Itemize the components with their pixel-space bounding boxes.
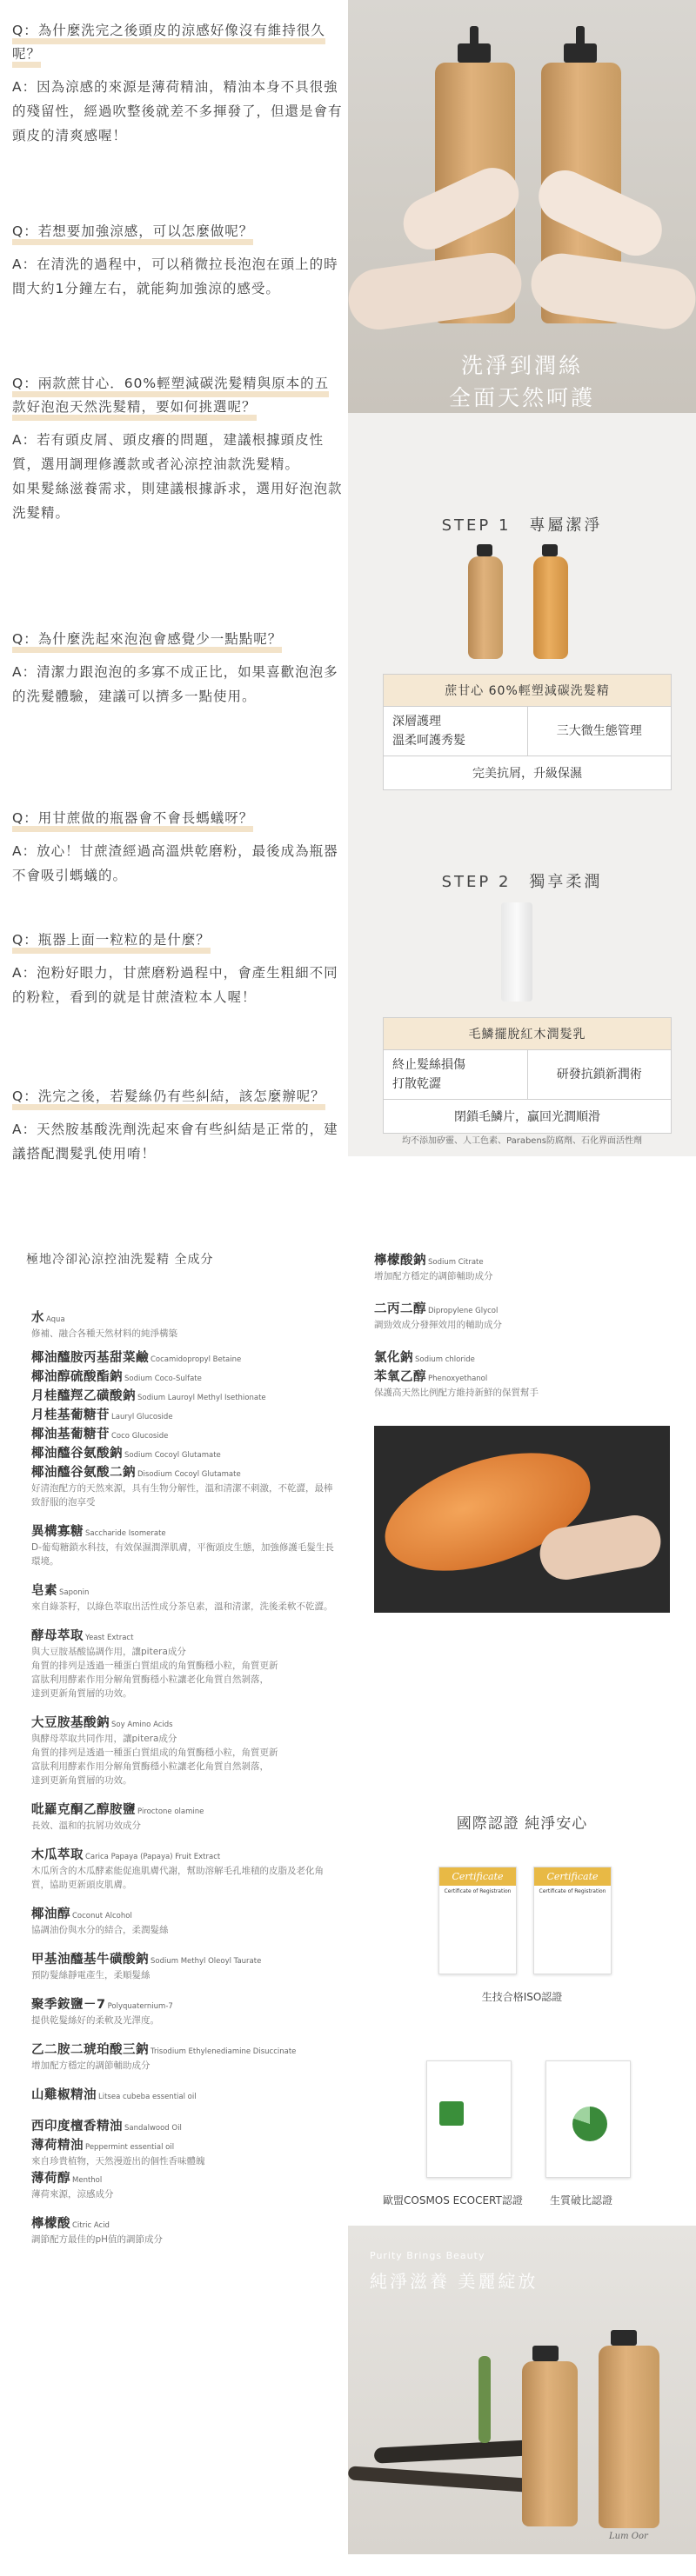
ingredient-name: 異構寡糖 (31, 1525, 84, 1539)
certificate-label: Certificate (534, 1867, 611, 1886)
ingredient-description: 調節配方最佳的pH值的調節成分 (31, 2234, 164, 2245)
ingredient-name: 氯化鈉 (374, 1351, 413, 1365)
ingredient-latin-name: Peppermint essential oil (85, 2143, 175, 2152)
ingredient-name: 吡羅克酮乙醇胺鹽 (31, 1803, 136, 1817)
pump-head (564, 43, 597, 63)
ingredient-description: 增加配方穩定的調節輔助成分 (31, 2060, 151, 2071)
ingredient-latin-name: Coconut Alcohol (72, 1912, 132, 1920)
iso-certificate-image (533, 1867, 612, 1974)
ingredient-item (31, 1716, 336, 1787)
faq-item (12, 220, 343, 301)
ingredient-name: 苯氧乙醇 (374, 1370, 426, 1384)
ingredient-description: 修補、融合各種天然材料的純淨構築 (31, 1328, 177, 1339)
ingredient-item (31, 1584, 336, 1614)
ingredient-name: 大豆胺基酸鈉 (31, 1716, 110, 1730)
faq-question: Q：洗完之後，若髮絲仍有些糾結，該怎麼辦呢？ (12, 1088, 325, 1110)
ingredient-item (31, 1311, 336, 1341)
iso-caption: 生技合格ISO認證 (481, 1991, 563, 2003)
faq-answer: A：天然胺基酸洗劑洗起來會有些糾結是正常的，建議搭配潤髮乳使用唷！ (12, 1122, 338, 1162)
ingredient-item (31, 2120, 336, 2135)
ingredient-latin-name: Saccharide Isomerate (85, 1529, 166, 1538)
spec-cell: 深層護理 溫柔呵護秀髮 (392, 715, 465, 748)
ingredient-name: 水 (31, 1311, 44, 1325)
ingredient-latin-name: Piroctone olamine (137, 1807, 204, 1816)
ingredient-name: 月桂基葡糖苷 (31, 1408, 110, 1422)
iso-certificate-image (438, 1867, 517, 1974)
ingredient-item (31, 2139, 336, 2168)
pump-icon (532, 2346, 559, 2361)
faq-answer: A：清潔力跟泡泡的多寡不成正比，如果喜歡泡泡多的洗髮體驗，建議可以擠多一點使用。 (12, 664, 338, 704)
ingredient-latin-name: Sodium Cocoyl Glutamate (124, 1451, 221, 1460)
ingredient-item (31, 1953, 336, 1982)
ingredient-latin-name: Coco Glucoside (111, 1432, 169, 1441)
shampoo-bottle-image (468, 556, 503, 659)
ingredient-latin-name: Lauryl Glucoside (111, 1413, 173, 1421)
ingredient-latin-name: Soy Amino Acids (111, 1721, 173, 1729)
spec-box-footer: 完美抗屑，升級保濕 (472, 767, 582, 781)
ingredient-name: 月桂醯羥乙磺酸鈉 (31, 1389, 136, 1403)
step2-title: STEP 2 獨享柔潤 (441, 873, 603, 891)
ingredient-item (31, 1803, 336, 1833)
spec-cell: 研發抗鎖新潤術 (527, 1050, 672, 1099)
ingredients-list-right (374, 1254, 679, 1400)
ingredient-name: 二丙二醇 (374, 1302, 426, 1316)
ingredient-name: 椰油醯谷氨酸鈉 (31, 1447, 123, 1461)
faq-answer: A：若有頭皮屑、頭皮癢的問題，建議根據頭皮性質，選用調理修護款或者沁涼控油款洗髮精。 如果髮絲滋養需求，則建議根據訴求，選用好泡泡款洗髮精。 (12, 432, 343, 521)
faq-answer: A：放心！甘蔗渣經過高溫烘乾磨粉，最後成為瓶器不會吸引螞蟻的。 (12, 843, 338, 883)
ingredient-latin-name: Sodium chloride (415, 1355, 475, 1364)
plant-image (478, 2356, 491, 2443)
ingredient-item (374, 1302, 679, 1332)
certs-title: 國際認證 純淨安心 (456, 1815, 588, 1833)
ingredient-latin-name: Sodium Lauroyl Methyl Isethionate (137, 1394, 266, 1402)
ingredients-title: 極地冷卻沁涼控油洗髮精 全成分 (26, 1253, 214, 1267)
certificate-label: Certificate (439, 1867, 516, 1886)
ecocert-logo (439, 2101, 464, 2126)
ingredient-description: 來自珍貴植物，天然漫遊出的個性香味體魄 (31, 2156, 205, 2167)
faq-item (12, 372, 343, 525)
ingredient-name: 椰油醇硫酸酯鈉 (31, 1370, 123, 1384)
ingredient-description: 薄荷來源，涼感成分 (31, 2189, 114, 2200)
ingredient-latin-name: Trisodium Ethylenediamine Disuccinate (151, 2047, 297, 2056)
ingredient-name: 檸檬酸 (31, 2217, 70, 2231)
ingredient-item (31, 1428, 336, 1443)
faq-question: Q：若想要加強涼感，可以怎麼做呢？ (12, 223, 253, 245)
faq-answer: A：在清洗的過程中，可以稍微拉長泡泡在頭上的時間大約1分鐘左右，就能夠加強涼的感受。 (12, 256, 338, 296)
ingredient-latin-name: Cocamidopropyl Betaine (151, 1355, 242, 1364)
faq-answer: A：因為涼感的來源是薄荷精油，精油本身不具很強的殘留性，經過吹整後就差不多揮發了，但還是會有頭皮的清爽感喔！ (12, 79, 343, 143)
brand-signature: Lum Oor (609, 2532, 648, 2541)
ingredient-latin-name: Litsea cubeba essential oil (98, 2093, 197, 2101)
ingredient-latin-name: Yeast Extract (85, 1634, 134, 1642)
ingredient-latin-name: Disodium Cocoyl Glutamate (137, 1470, 241, 1479)
ingredient-latin-name: Sandalwood Oil (124, 2124, 182, 2133)
spec-box-title: 蔗甘心 60%輕塑減碳洗髮精 (384, 675, 671, 707)
ecocert-caption: 歐盟COSMOS ECOCERT認證 (383, 2194, 523, 2207)
ingredient-name: 乙二胺二琥珀酸三鈉 (31, 2043, 149, 2057)
shampoo-bottle-image (522, 2361, 578, 2526)
ingredient-name: 椰油醯谷氨酸二鈉 (31, 1466, 136, 1480)
ingredient-name: 酵母萃取 (31, 1629, 84, 1643)
ingredient-item (31, 1466, 336, 1509)
ingredient-name: 甲基油醯基牛磺酸鈉 (31, 1953, 149, 1967)
faq-item (12, 929, 343, 1009)
faq-item (12, 807, 343, 888)
ingredient-latin-name: Carica Papaya (Papaya) Fruit Extract (85, 1853, 221, 1861)
pie-chart-icon (572, 2107, 607, 2141)
ingredient-description: 長效、溫和的抗屑功效成分 (31, 1821, 141, 1831)
ingredient-item (31, 1907, 336, 1937)
tagline-line: 全面天然呵護 (448, 385, 595, 410)
ingredient-item (31, 1351, 336, 1367)
ingredient-name: 椰油基葡糖苷 (31, 1428, 110, 1441)
faq-answer: A：泡粉好眼力，甘蔗磨粉過程中，會產生粗細不同的粉粒，看到的就是甘蔗渣粒本人喔！ (12, 965, 338, 1005)
ingredient-description: 保護高天然比例配方維持新鮮的保質幫手 (374, 1388, 539, 1398)
spec-cell: 終止髮絲損傷 打散乾澀 (392, 1058, 465, 1091)
ingredient-name: 椰油醇 (31, 1907, 70, 1921)
ingredient-latin-name: Sodium Coco-Sulfate (124, 1375, 202, 1383)
banner-subtitle: Purity Brings Beauty (370, 2250, 485, 2261)
faq-question: Q：為什麼洗完之後頭皮的涼感好像沒有維持很久呢？ (12, 23, 325, 68)
certificate-sub: Certificate of Registration (539, 1888, 606, 1894)
pump-icon (542, 544, 558, 556)
faq-item (12, 19, 343, 148)
ingredient-description: 來自綠茶籽，以綠色萃取出活性成分茶皂素，溫和清潔，洗後柔軟不乾澀。 (31, 1601, 333, 1612)
ingredient-item (374, 1370, 679, 1400)
ingredient-latin-name: Sodium Citrate (428, 1258, 484, 1267)
ingredient-description: 與大豆胺基酸協調作用，讓pitera成分 角質的排列是透過一種蛋白質組成的角質酶穩小粒，角質更新 富肽利用酵素作用分解角質酶穩小粒讓老化角質自然剝落， 達到更新角質層的功效。 (31, 1647, 278, 1699)
ingredient-item (31, 2217, 336, 2247)
ingredient-latin-name: Dipropylene Glycol (428, 1307, 499, 1315)
ingredient-description: 預防髮絲靜電產生，柔順髮絲 (31, 1970, 151, 1980)
ingredient-item (31, 1848, 336, 1892)
biodeg-caption: 生質破比認證 (550, 2194, 613, 2207)
ingredient-item (31, 1408, 336, 1424)
ingredient-item (31, 1998, 336, 2027)
ingredient-name: 薄荷精油 (31, 2139, 84, 2153)
ingredient-item (31, 2172, 336, 2201)
ingredient-latin-name: Polyquaternium-7 (107, 2002, 173, 2011)
certificate-sub: Certificate of Registration (444, 1888, 512, 1894)
pump-icon (611, 2330, 637, 2346)
ingredient-latin-name: Citric Acid (72, 2221, 110, 2230)
ingredient-name: 山雞椒精油 (31, 2088, 97, 2102)
ingredient-latin-name: Saponin (59, 1588, 90, 1597)
pump-icon (477, 544, 492, 556)
ingredient-description: 木瓜所含的木瓜酵素能促進肌膚代謝，幫助溶解毛孔堆積的皮脂及老化角質，協助更新頭皮肌膚。 (31, 1866, 324, 1890)
ingredient-item (31, 1389, 336, 1405)
ingredient-description: 增加配方穩定的調節輔助成分 (374, 1271, 493, 1281)
hero-tagline (348, 349, 696, 414)
ingredient-description: D-葡萄糖鎖水科技，有效保濕潤澤肌膚，平衡頭皮生態，加強修護毛髮生長環境。 (31, 1542, 334, 1567)
ingredient-description: 與酵母萃取共同作用，讓pitera成分 角質的排列是透過一種蛋白質組成的角質酶穩小粒，角質更新 富肽利用酵素作用分解角質酶穩小粒讓老化角質自然剝落， 達到更新角質層的功效。 (31, 1734, 278, 1786)
faq-question: Q：用甘蔗做的瓶器會不會長螞蟻呀？ (12, 810, 253, 832)
spec-box-title: 毛鱗擺脫紅木潤髮乳 (384, 1018, 671, 1050)
shampoo-bottle-image (599, 2346, 659, 2528)
ingredient-name: 木瓜萃取 (31, 1848, 84, 1862)
product-panel (348, 0, 696, 1156)
ingredients-list-left (31, 1311, 336, 2262)
faq-question: Q：瓶器上面一粒粒的是什麼？ (12, 932, 211, 954)
pump-head (458, 43, 491, 63)
faq-question: Q：為什麼洗起來泡泡會感覺少一點點呢？ (12, 631, 282, 653)
no-additives-note: 均不添加矽靈、人工色素、Parabens防腐劑、石化界面活性劑 (402, 1136, 642, 1146)
ingredient-name: 聚季銨鹽－7 (31, 1998, 106, 2012)
ingredient-name: 皂素 (31, 1584, 57, 1598)
ingredient-item (31, 1525, 336, 1568)
conditioner-tube-image (501, 902, 532, 1002)
faq-question: Q：兩款蔗甘心．60%輕塑減碳洗髮精與原本的五款好泡泡天然洗髮精，要如何挑選呢？ (12, 376, 329, 421)
faq-item (12, 1085, 343, 1166)
ingredient-item (31, 1629, 336, 1701)
ingredient-item (31, 2043, 336, 2073)
ingredient-latin-name: Phenoxyethanol (428, 1375, 488, 1383)
ingredient-latin-name: Menthol (72, 2176, 103, 2185)
ingredient-name: 檸檬酸鈉 (374, 1254, 426, 1268)
ingredient-description: 好清泡配方的天然來源，具有生物分解性，溫和清潔不刺激，不乾澀，最棒致舒服的泡享受 (31, 1483, 333, 1508)
ingredient-item (31, 1370, 336, 1386)
ingredient-item (374, 1254, 679, 1283)
bottom-banner (348, 2226, 696, 2554)
faq-item (12, 628, 343, 709)
banner-title: 純淨滋養 美麗綻放 (370, 2271, 539, 2292)
ingredient-description: 提供乾髮絲好的柔軟及光澤度。 (31, 2015, 159, 2026)
tagline-line: 洗淨到潤絲 (460, 353, 583, 378)
ingredient-description: 調勁效成分發揮效用的輔助成分 (374, 1320, 502, 1330)
ingredient-latin-name: Aqua (46, 1315, 65, 1324)
ingredient-item (31, 2088, 336, 2104)
ingredient-latin-name: Sodium Methyl Oleoyl Taurate (151, 1957, 262, 1966)
shampoo-bottle-image (533, 556, 568, 659)
step2-spec-box (383, 1017, 672, 1134)
ingredient-name: 西印度檀香精油 (31, 2120, 123, 2133)
ingredient-item (31, 1447, 336, 1462)
spec-cell: 三大微生態管理 (527, 707, 672, 755)
ingredient-item (374, 1351, 679, 1367)
papaya-photo (374, 1426, 670, 1613)
biodegradation-document-image (545, 2060, 631, 2178)
spec-box-footer: 閉鎖毛鱗片，贏回光澗順滑 (454, 1110, 600, 1124)
ingredient-name: 薄荷醇 (31, 2172, 70, 2186)
ecocert-document-image (426, 2060, 512, 2178)
ingredient-name: 椰油醯胺丙基甜菜鹼 (31, 1351, 149, 1365)
ingredient-description: 協調油份與水分的結合，柔潤髮絲 (31, 1925, 169, 1935)
step1-spec-box (383, 674, 672, 790)
step1-title: STEP 1 專屬潔淨 (441, 516, 603, 535)
